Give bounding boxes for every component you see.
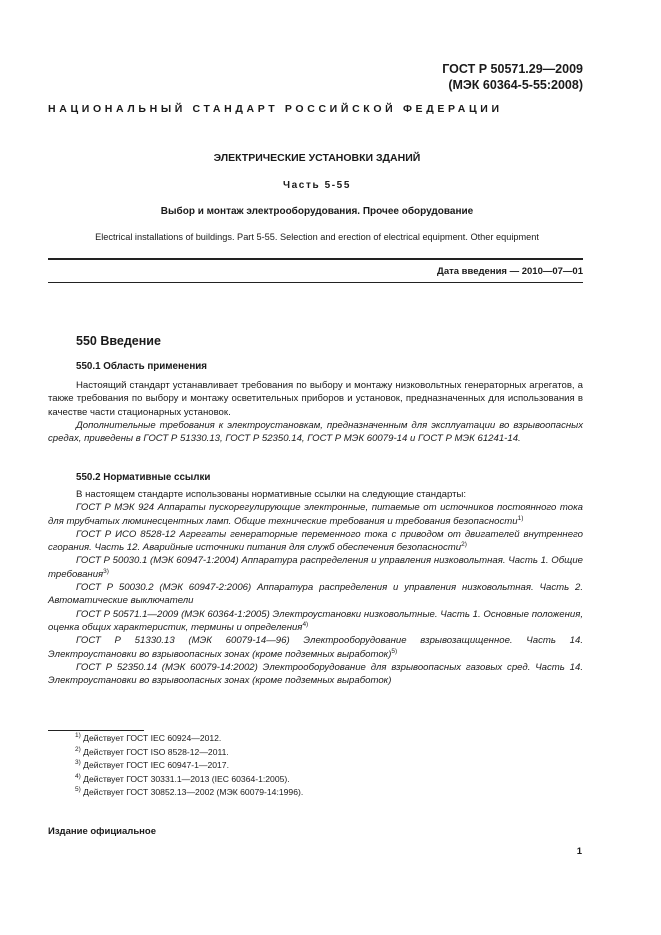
page-number: 1 <box>576 846 582 857</box>
footnote: $^{5)}$ Действует ГОСТ 30852.13—2002 (МЭК 60079-14:1996). <box>75 786 304 798</box>
document-title: ЭЛЕКТРИЧЕСКИЕ УСТАНОВКИ ЗДАНИЙ <box>213 152 421 164</box>
official-edition-label: Издание официальное <box>48 826 156 837</box>
footnote-divider <box>48 730 144 731</box>
reference-item: ГОСТ Р ИСО 8528-12 Агрегаты генераторные переменного тока с приводом от двигателей внутреннего сгорания. Часть 12. Аварийные источники питания для служб обеспечения безопасности$^{2)}$ <box>48 528 583 554</box>
subsection-heading-scope: 550.1 Область применения <box>76 361 207 372</box>
footnote: $^{2)}$ Действует ГОСТ ISO 8528-12—2011. <box>75 745 229 757</box>
reference-item: ГОСТ Р 50571.1—2009 (МЭК 60364-1:2005) Электроустановки низковольтные. Часть 1. Основные положения, оценка общих характеристик, термины и определения$^{4)}$ <box>48 608 583 633</box>
reference-item: ГОСТ Р МЭК 924 Аппараты пускорегулирующие электронные, питаемые от источников постоянного тока для трубчатых люминесцентных ламп. Общие технические требования и требования безопасности$^{1)}$ <box>48 502 583 527</box>
part-number: Часть 5-55 <box>283 180 351 191</box>
reference-item: ГОСТ Р 50030.1 (МЭК 60947-1:2004) Аппаратура распределения и управления низковольтная. Часть 1. Общие требования$^{3)}$ <box>48 555 583 580</box>
footnotes <box>75 732 303 800</box>
footnote: $^{3)}$ Действует ГОСТ IEC 60947-1—2017. <box>75 759 229 771</box>
iec-number: (МЭК 60364-5-55:2008) <box>448 78 583 92</box>
title-divider <box>48 258 583 260</box>
footnote: $^{1)}$ Действует ГОСТ IEC 60924—2012. <box>75 732 222 743</box>
date-divider <box>48 282 583 283</box>
scope-paragraph: Настоящий стандарт устанавливает требования по выбору и монтажу низковольтных генераторных агрегатов, а также требования по выбору и монтажу осветительных приборов и установок, предназначенных для использования в качестве части стационарных установок. <box>48 380 583 418</box>
national-standard-banner: НАЦИОНАЛЬНЫЙ СТАНДАРТ РОССИЙСКОЙ ФЕДЕРАЦИИ <box>48 103 503 115</box>
subsection-heading-references: 550.2 Нормативные ссылки <box>76 472 211 483</box>
footnote: $^{4)}$ Действует ГОСТ 30331.1—2013 (IEC 60364-1:2005). <box>75 772 290 784</box>
effective-date: Дата введения — 2010—07—01 <box>437 266 583 277</box>
scope-text <box>48 379 583 445</box>
english-title: Electrical installations of buildings. Part 5-55. Selection and erection of electrical equipment. Other equipment <box>95 232 539 242</box>
references-intro: В настоящем стандарте использованы нормативные ссылки на следующие стандарты: <box>76 489 467 500</box>
reference-item: ГОСТ Р 51330.13 (МЭК 60079-14—96) Электрооборудование взрывозащищенное. Часть 14. Электроустановки во взрывоопасных зонах (кроме подземных выработок)$^{5)}$ <box>48 635 583 660</box>
reference-item: ГОСТ Р 50030.2 (МЭК 60947-2:2006) Аппаратура распределения и управления низковольтная. Часть 2. Автоматические выключатели <box>48 582 583 607</box>
gost-number: ГОСТ Р 50571.29—2009 <box>442 62 583 76</box>
reference-item: ГОСТ Р 52350.14 (МЭК 60079-14:2002) Электрооборудование для взрывоопасных газовых сред. Часть 14. Электроустановки во взрывоопасных зонах (кроме подземных выработок) <box>48 661 583 687</box>
references-text <box>48 488 583 687</box>
scope-paragraph-additional: Дополнительные требования к электроустановкам, предназначенным для эксплуатации во взрывоопасных средах, приведены в ГОСТ Р 51330.13, ГОСТ Р 52350.14, ГОСТ Р МЭК 60079-14 и ГОСТ Р МЭК 61241-14. <box>48 419 583 445</box>
section-heading: 550 Введение <box>76 334 161 348</box>
document-subtitle: Выбор и монтаж электрооборудования. Прочее оборудование <box>160 206 474 217</box>
